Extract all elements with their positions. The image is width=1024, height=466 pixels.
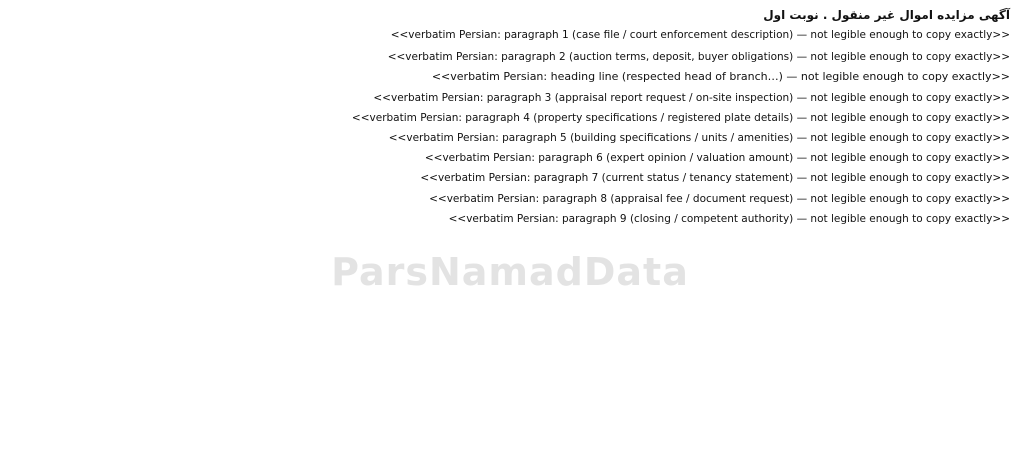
- notice-title: آگهی مزایده اموال غیر منقول . نوبت اول: [763, 8, 1010, 22]
- notice-paragraph-3: <<verbatim Persian: paragraph 3 (appraisal report request / on-site inspection) — not legible enough to copy exactly>>: [373, 91, 1010, 104]
- notice-paragraph-7: <<verbatim Persian: paragraph 7 (current status / tenancy statement) — not legible enough to copy exactly>>: [420, 172, 1010, 185]
- notice-paragraph-4: <<verbatim Persian: paragraph 4 (property specifications / registered plate details) — not legible enough to copy exactly>>: [351, 111, 1010, 124]
- notice-paragraph-9: <<verbatim Persian: paragraph 9 (closing / competent authority) — not legible enough to copy exactly>>: [448, 212, 1010, 225]
- watermark-logo: ParsNamadData: [331, 250, 689, 294]
- notice-heading: <<verbatim Persian: heading line (respected head of branch…) — not legible enough to copy exactly>>: [431, 70, 1010, 84]
- notice-paragraph-6: <<verbatim Persian: paragraph 6 (expert opinion / valuation amount) — not legible enough to copy exactly>>: [424, 152, 1010, 165]
- notice-paragraph-8: <<verbatim Persian: paragraph 8 (appraisal fee / document request) — not legible enough to copy exactly>>: [429, 192, 1010, 205]
- notice-paragraph-5: <<verbatim Persian: paragraph 5 (building specifications / units / amenities) — not legible enough to copy exactly>>: [388, 132, 1010, 145]
- notice-paragraph-1: <<verbatim Persian: paragraph 1 (case file / court enforcement description) — not legible enough to copy exactly>>: [390, 29, 1010, 41]
- notice-paragraph-2: <<verbatim Persian: paragraph 2 (auction terms, deposit, buyer obligations) — not legible enough to copy exactly>>: [387, 51, 1010, 64]
